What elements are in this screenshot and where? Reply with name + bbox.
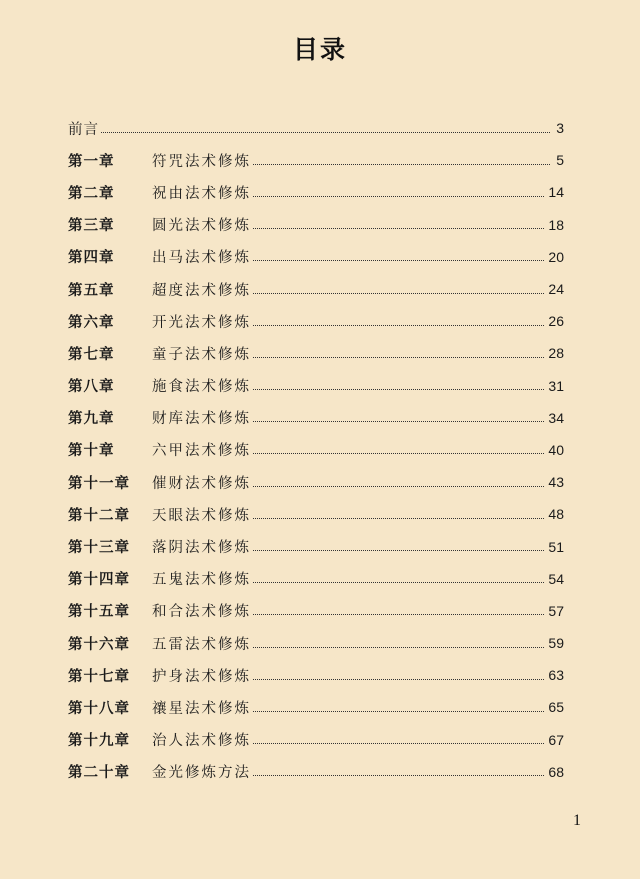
toc-entry-title: 天眼法术修炼 bbox=[152, 507, 251, 524]
toc-entry-page: 5 bbox=[556, 152, 564, 169]
toc-entry-page: 20 bbox=[548, 248, 564, 265]
toc-entry[interactable] bbox=[68, 402, 564, 434]
toc-chapter-number: 第十一章 bbox=[68, 474, 130, 492]
toc-entry[interactable] bbox=[68, 337, 564, 369]
toc-entry-page: 51 bbox=[548, 538, 564, 555]
toc-entry-page: 28 bbox=[548, 345, 564, 362]
toc-entry-page: 31 bbox=[548, 377, 564, 394]
toc-entry-page: 43 bbox=[548, 474, 564, 491]
toc-entry-title: 五鬼法术修炼 bbox=[152, 572, 251, 589]
toc-entry[interactable] bbox=[68, 595, 564, 627]
page-number: 1 bbox=[573, 812, 581, 829]
toc-entry-page: 63 bbox=[548, 667, 564, 684]
toc-chapter-number: 第二章 bbox=[68, 184, 115, 202]
toc-chapter-number: 第十五章 bbox=[68, 603, 130, 621]
toc-entry-title: 前言 bbox=[68, 121, 99, 138]
toc-entry[interactable] bbox=[68, 209, 564, 241]
toc-entry-title: 施食法术修炼 bbox=[152, 379, 251, 396]
toc-chapter-number: 第九章 bbox=[68, 410, 115, 428]
toc-chapter-number: 第十七章 bbox=[68, 667, 130, 685]
dot-leader bbox=[253, 260, 544, 261]
toc-chapter-number: 第八章 bbox=[68, 378, 115, 396]
toc-entry-page: 24 bbox=[548, 281, 564, 298]
table-of-contents bbox=[68, 112, 564, 788]
toc-entry-page: 59 bbox=[548, 635, 564, 652]
toc-entry-page: 14 bbox=[548, 184, 564, 201]
page-title: 目录 bbox=[292, 35, 347, 64]
toc-entry-title: 五雷法术修炼 bbox=[152, 636, 251, 653]
toc-chapter-number: 第十八章 bbox=[68, 699, 130, 717]
toc-entry-title: 落阴法术修炼 bbox=[152, 540, 251, 557]
toc-entry-title: 出马法术修炼 bbox=[152, 250, 251, 267]
dot-leader bbox=[253, 518, 544, 519]
toc-entry[interactable] bbox=[68, 659, 564, 691]
toc-entry-title: 开光法术修炼 bbox=[152, 314, 251, 331]
dot-leader bbox=[253, 293, 544, 294]
dot-leader bbox=[253, 164, 550, 165]
dot-leader bbox=[253, 357, 544, 358]
toc-entry-page: 3 bbox=[556, 120, 564, 137]
toc-entry[interactable] bbox=[68, 627, 564, 659]
dot-leader bbox=[253, 453, 544, 454]
toc-chapter-number: 第六章 bbox=[68, 313, 115, 331]
dot-leader bbox=[253, 228, 544, 229]
toc-entry[interactable] bbox=[68, 530, 564, 562]
toc-entry-title: 符咒法术修炼 bbox=[152, 153, 251, 170]
toc-entry-page: 48 bbox=[548, 506, 564, 523]
toc-chapter-number: 第十六章 bbox=[68, 635, 130, 653]
toc-entry-title: 六甲法术修炼 bbox=[152, 443, 251, 460]
dot-leader bbox=[253, 550, 544, 551]
toc-entry[interactable] bbox=[68, 144, 564, 176]
toc-entry[interactable] bbox=[68, 691, 564, 723]
toc-chapter-number: 第二十章 bbox=[68, 764, 130, 782]
toc-entry-title: 童子法术修炼 bbox=[152, 346, 251, 363]
toc-entry-title: 治人法术修炼 bbox=[152, 733, 251, 750]
dot-leader bbox=[253, 679, 544, 680]
dot-leader bbox=[253, 614, 544, 615]
dot-leader bbox=[253, 389, 544, 390]
dot-leader bbox=[253, 743, 544, 744]
toc-entry[interactable] bbox=[68, 370, 564, 402]
dot-leader bbox=[253, 325, 544, 326]
dot-leader bbox=[253, 421, 544, 422]
toc-entry[interactable] bbox=[68, 756, 564, 788]
toc-entry[interactable] bbox=[68, 273, 564, 305]
toc-chapter-number: 第五章 bbox=[68, 281, 115, 299]
toc-chapter-number: 第七章 bbox=[68, 345, 115, 363]
toc-entry-page: 40 bbox=[548, 441, 564, 458]
toc-entry-title: 禳星法术修炼 bbox=[152, 700, 251, 717]
toc-entry[interactable] bbox=[68, 176, 564, 208]
toc-entry-page: 65 bbox=[548, 699, 564, 716]
dot-leader bbox=[253, 775, 544, 776]
toc-entry-page: 57 bbox=[548, 602, 564, 619]
toc-chapter-number: 第一章 bbox=[68, 152, 115, 170]
toc-entry-page: 34 bbox=[548, 409, 564, 426]
toc-entry-page: 54 bbox=[548, 570, 564, 587]
dot-leader bbox=[253, 711, 544, 712]
dot-leader bbox=[253, 647, 544, 648]
toc-entry-title: 护身法术修炼 bbox=[152, 668, 251, 685]
toc-entry-title: 超度法术修炼 bbox=[152, 282, 251, 299]
toc-entry-title: 金光修炼方法 bbox=[152, 765, 251, 782]
toc-chapter-number: 第十二章 bbox=[68, 506, 130, 524]
toc-chapter-number: 第十四章 bbox=[68, 571, 130, 589]
toc-entry-preface[interactable] bbox=[68, 112, 564, 144]
toc-entry-title: 圆光法术修炼 bbox=[152, 218, 251, 235]
toc-entry[interactable] bbox=[68, 241, 564, 273]
toc-entry[interactable] bbox=[68, 498, 564, 530]
toc-entry[interactable] bbox=[68, 305, 564, 337]
toc-chapter-number: 第三章 bbox=[68, 217, 115, 235]
toc-entry-title: 财库法术修炼 bbox=[152, 411, 251, 428]
toc-entry[interactable] bbox=[68, 563, 564, 595]
toc-entry-page: 26 bbox=[548, 313, 564, 330]
toc-entry[interactable] bbox=[68, 434, 564, 466]
toc-chapter-number: 第十九章 bbox=[68, 732, 130, 750]
toc-chapter-number: 第四章 bbox=[68, 249, 115, 267]
toc-entry-page: 68 bbox=[548, 763, 564, 780]
dot-leader bbox=[101, 132, 550, 133]
toc-entry-page: 67 bbox=[548, 731, 564, 748]
dot-leader bbox=[253, 486, 544, 487]
toc-chapter-number: 第十三章 bbox=[68, 539, 130, 557]
dot-leader bbox=[253, 196, 544, 197]
toc-entry-title: 祝由法术修炼 bbox=[152, 185, 251, 202]
toc-entry-title: 催财法术修炼 bbox=[152, 475, 251, 492]
toc-entry-title: 和合法术修炼 bbox=[152, 604, 251, 621]
toc-entry[interactable] bbox=[68, 724, 564, 756]
toc-entry-page: 18 bbox=[548, 216, 564, 233]
dot-leader bbox=[253, 582, 544, 583]
toc-entry[interactable] bbox=[68, 466, 564, 498]
toc-chapter-number: 第十章 bbox=[68, 442, 115, 460]
